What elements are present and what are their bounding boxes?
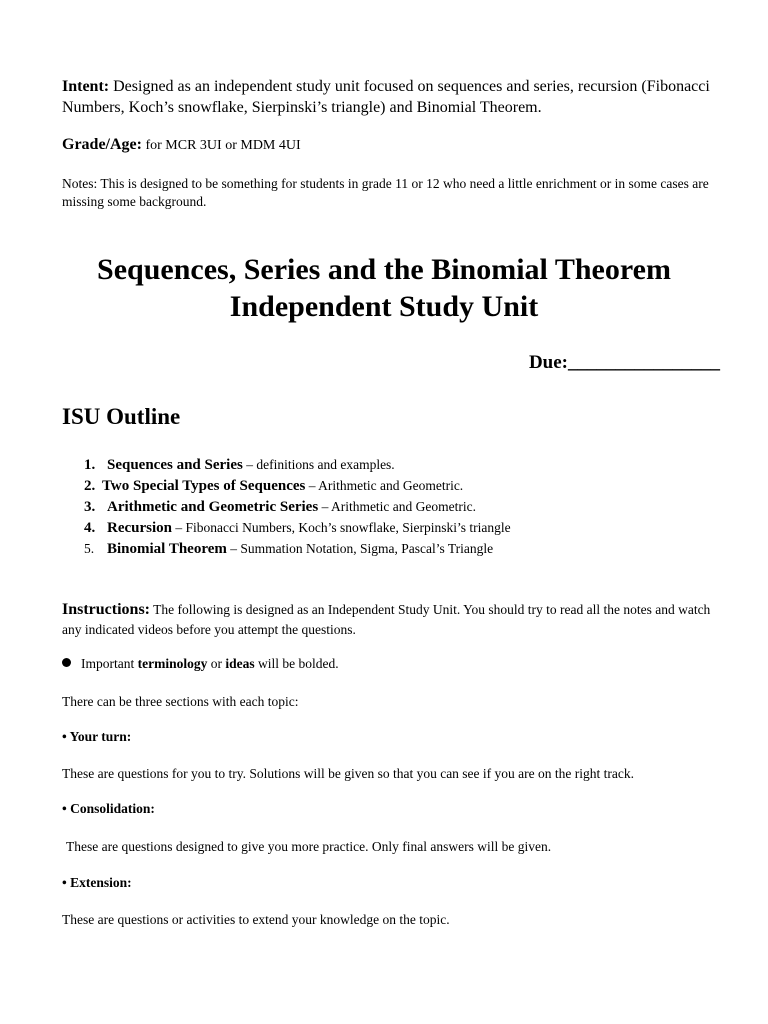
outline-item-title: Binomial Theorem: [107, 541, 227, 557]
outline-item-number: 2.: [84, 478, 96, 494]
outline-item: [84, 517, 511, 538]
outline-item-title: Recursion: [107, 520, 172, 536]
extension-text: These are questions or activities to extend your knowledge on the topic.: [62, 912, 450, 927]
consolidation-text: These are questions designed to give you more practice. Only final answers will be given.: [66, 839, 552, 854]
outline-item-title: Arithmetic and Geometric Series: [107, 499, 319, 515]
outline-heading: ISU Outline: [62, 404, 181, 429]
grade-text: for MCR 3UI or MDM 4UI: [141, 138, 301, 153]
outline-item: [84, 475, 511, 496]
outline-item-description: – Arithmetic and Geometric.: [305, 478, 464, 493]
outline-item-title: Two Special Types of Sequences: [102, 478, 306, 494]
outline-item: [84, 538, 511, 559]
outline-item-title: Sequences and Series: [107, 457, 243, 473]
your-turn-heading: • Your turn:: [62, 729, 132, 744]
consolidation-heading: • Consolidation:: [62, 801, 155, 816]
grade-paragraph: [62, 136, 728, 154]
instructions-text: The following is designed as an Independent Study Unit. You should try to read all the notes and watch any indicated videos before you attempt the questions.: [62, 602, 711, 637]
your-turn-text: These are questions for you to try. Solutions will be given so that you can see if you are on the right track.: [62, 766, 634, 781]
outline-item-number: 5.: [84, 541, 95, 556]
intent-paragraph: [62, 76, 728, 118]
important-bullet: [62, 656, 339, 672]
document-title-line-2: Independent Study Unit: [229, 290, 539, 323]
outline-item-number: 3.: [84, 499, 96, 515]
instructions-label: Instructions:: [62, 601, 151, 618]
sections-intro: There can be three sections with each topic:: [62, 694, 299, 709]
extension-heading: • Extension:: [62, 875, 132, 890]
outline-list: [84, 454, 511, 559]
intent-label: Intent:: [62, 78, 110, 95]
outline-item: [84, 454, 511, 475]
outline-item-description: – Fibonacci Numbers, Koch’s snowflake, Sierpinski’s triangle: [172, 520, 511, 535]
instructions-paragraph: [62, 600, 728, 640]
outline-item-description: – Summation Notation, Sigma, Pascal’s Triangle: [226, 541, 494, 556]
notes-paragraph: Notes: This is designed to be something for students in grade 11 or 12 who need a little enrichment or in some cases are missing some background.: [62, 176, 709, 209]
outline-item-description: – Arithmetic and Geometric.: [318, 499, 477, 514]
terminology-bold: terminology: [137, 656, 208, 671]
outline-item-number: 1.: [84, 457, 96, 473]
important-text-or: or: [207, 656, 226, 671]
grade-label: Grade/Age:: [62, 136, 142, 153]
ideas-bold: ideas: [225, 656, 255, 671]
document-title-line-1: Sequences, Series and the Binomial Theorem: [97, 253, 671, 286]
important-text: Important: [81, 656, 138, 671]
outline-item-number: 4.: [84, 520, 96, 536]
outline-item: [84, 496, 511, 517]
important-text-end: will be bolded.: [254, 656, 339, 671]
due-date-field: Due:________________: [528, 352, 720, 373]
intent-text: Designed as an independent study unit focused on sequences and series, recursion (Fibonacci Numbers, Koch’s snowflake, Sierpinski’s triangle) and Binomial Theorem.: [62, 78, 710, 116]
outline-item-description: – definitions and examples.: [242, 457, 395, 472]
bullet-icon: [62, 658, 71, 667]
